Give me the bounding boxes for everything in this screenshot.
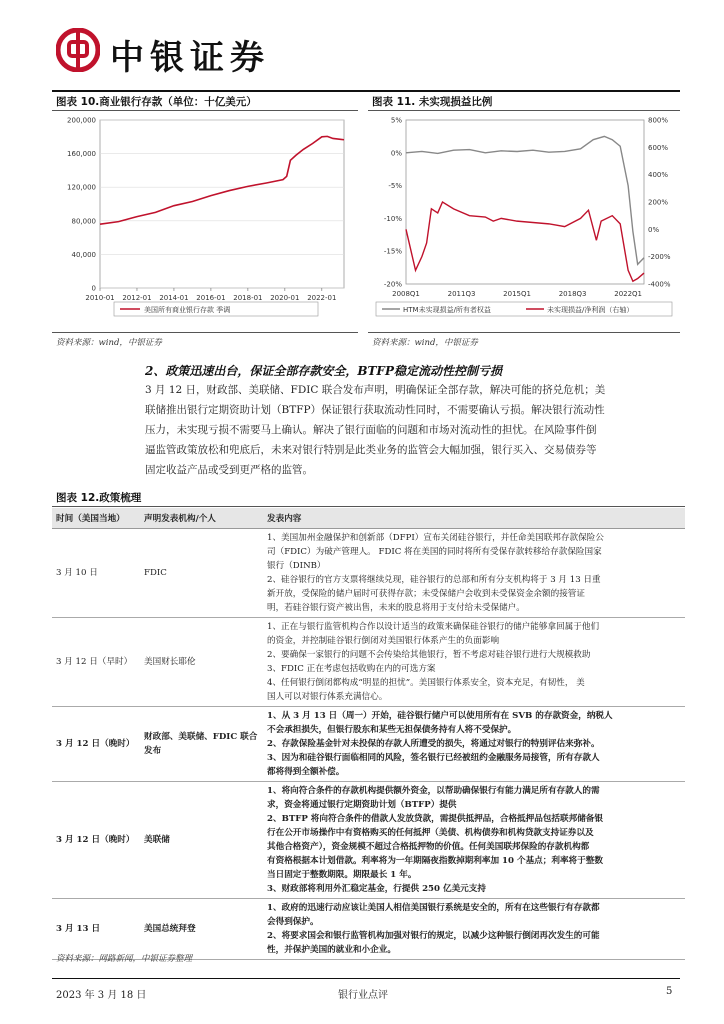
content-line: 行在公开市场操作中有资格购买的任何抵押（美债、机构债券和机构贷款支持证券以及: [267, 828, 594, 838]
content-line: 2、硅谷银行的官方支票将继续兑现，硅谷银行的总部和所有分支机构将于 3 月 13 日重: [267, 575, 601, 585]
row-org: 美国总统拜登: [140, 899, 263, 960]
content-line: 新开放，受保险的储户届时可获得存款；未受保储户会收到未受保资金余额的接管证: [267, 589, 585, 599]
figure11-source: 资料来源：wind，中银证券: [372, 338, 478, 348]
y-right-tick-label: 200%: [648, 198, 669, 207]
section-paragraph: [145, 380, 685, 480]
content-line: 会得到保护。: [267, 917, 319, 927]
htm-series-line: [406, 136, 644, 264]
content-line: 明，若硅谷银行资产被出售，未来的股息将用于支付给未受保储户。: [267, 603, 525, 613]
row-date: 3 月 10 日: [52, 529, 140, 618]
table-header-row: [52, 508, 685, 529]
content-line: 不会承担损失，但银行股东和某些无担保债务持有人将不受保护。: [267, 725, 517, 735]
y-tick-label: 120,000: [67, 183, 96, 192]
x-tick-label: 2022Q1: [614, 290, 643, 298]
header-content: 发表内容: [263, 508, 685, 529]
x-tick-label: 2022-01: [307, 294, 337, 302]
content-line: 2、BTFP 将向符合条件的借款人发放贷款，需提供抵押品，合格抵押品包括联邦储备银: [267, 814, 603, 824]
row-content: [263, 529, 685, 618]
table-row: [52, 899, 685, 960]
content-line: 求，资金将通过银行定期资助计划（BTFP）提供: [267, 800, 457, 810]
content-line: 1、将向符合条件的存款机构提供额外资金，以帮助确保银行有能力满足所有存款人的需: [267, 786, 600, 796]
figure11-bottom-rule: [368, 332, 680, 333]
x-tick-label: 2018Q3: [558, 290, 587, 298]
row-date: 3 月 12 日（早时）: [52, 618, 140, 707]
content-line: 1、美国加州金融保护和创新部（DFPI）宣布关闭硅谷银行，并任命美国联邦存款保险公: [267, 533, 604, 543]
table-row: [52, 782, 685, 899]
row-org: 财政部、美联储、FDIC 联合发布: [140, 707, 263, 782]
content-line: 2、存款保险基金针对未投保的存款人所遭受的损失，将通过对银行的特别评估来弥补。: [267, 739, 600, 749]
y-left-tick-label: 0%: [390, 149, 402, 158]
unrealized-loss-chart: [368, 112, 680, 330]
row-date: 3 月 13 日: [52, 899, 140, 960]
content-line: 银行（DINB）: [267, 561, 326, 571]
figure10-top-rule: [52, 110, 358, 111]
row-date: 3 月 12 日（晚时）: [52, 707, 140, 782]
content-line: 3、FDIC 正在考虑包括收购在内的可选方案: [267, 664, 436, 674]
row-content: [263, 618, 685, 707]
company-logo: [56, 28, 100, 72]
row-content: [263, 899, 685, 960]
y-right-tick-label: 800%: [648, 116, 669, 125]
content-line: 4、任何银行倒闭都构成“明显的担忧”。美国银行体系安全，资本充足，有韧性， 美: [267, 678, 585, 688]
y-right-tick-label: 400%: [648, 171, 669, 180]
figure10-title: 图表 10.商业银行存款（单位：十亿美元）: [56, 96, 257, 108]
x-tick-label: 2015Q1: [503, 290, 531, 298]
content-line: 2、将要求国会和银行监管机构加强对银行的规定，以减少这种银行倒闭再次发生的可能: [267, 931, 600, 941]
content-line: 当日固定于整数期限。期限最长 1 年。: [267, 870, 417, 880]
row-org: 美国财长耶伦: [140, 618, 263, 707]
figure10-source: 资料来源：wind，中银证券: [56, 338, 162, 348]
x-tick-label: 2020-01: [270, 294, 300, 302]
figure11-top-rule: [368, 110, 680, 111]
paragraph-line: 压力，未实现亏损不需要马上确认。解决了银行面临的问题和市场对流动性的担忧。在风险事件倒: [145, 424, 597, 436]
header-date: 时间（美国当地）: [52, 508, 140, 529]
x-tick-label: 2012-01: [122, 294, 152, 302]
content-line: 3、财政部将利用外汇稳定基金，行提供 250 亿美元支持: [267, 884, 486, 894]
legend-label-net-income: 未实现损益/净利润（右轴）: [547, 306, 634, 314]
content-line: 1、政府的迅速行动应该让美国人相信美国银行系统是安全的，所有在这些银行有存款都: [267, 903, 600, 913]
header-org: 声明发表机构/个人: [140, 508, 263, 529]
net-income-series-line: [406, 202, 644, 281]
y-tick-label: 0: [91, 284, 96, 293]
y-left-tick-label: 5%: [390, 116, 402, 125]
content-line: 1、从 3 月 13 日（周一）开始，硅谷银行储户可以使用所有在 SVB 的存款资金，纳税人: [267, 711, 613, 721]
page-number: 5: [666, 986, 673, 997]
policy-table: [52, 508, 685, 960]
y-left-tick-label: -15%: [383, 247, 402, 256]
paragraph-line: 固定收益产品或受到更严格的监管。: [145, 464, 313, 476]
row-org: 美联储: [140, 782, 263, 899]
header-rule: [52, 90, 680, 92]
paragraph-line: 联储推出银行定期资助计划（BTFP）保证银行获取流动性同时，不需要确认亏损。解决银行流动性: [145, 404, 605, 416]
y-right-tick-label: 0%: [648, 225, 660, 234]
legend-label-htm: HTM未实现损益/所有者权益: [403, 306, 491, 314]
row-content: [263, 782, 685, 899]
y-tick-label: 80,000: [71, 217, 96, 226]
y-right-tick-label: 600%: [648, 143, 669, 152]
content-line: 都将得到全额补偿。: [267, 767, 345, 777]
content-line: 国人可以对银行体系充满信心。: [267, 692, 388, 702]
figure10-bottom-rule: [52, 332, 358, 333]
y-left-tick-label: -20%: [383, 280, 402, 289]
content-line: 3、因为和硅谷银行面临相同的风险，签名银行已经被纽约金融服务局接管，所有存款人: [267, 753, 600, 763]
row-date: 3 月 12 日（晚时）: [52, 782, 140, 899]
figure12-top-rule: [52, 506, 685, 507]
plot-area: [406, 120, 644, 284]
y-tick-label: 160,000: [67, 150, 96, 159]
y-left-tick-label: -5%: [388, 182, 402, 191]
x-tick-label: 2016-01: [196, 294, 226, 302]
y-tick-label: 200,000: [67, 116, 96, 125]
y-right-tick-label: -400%: [648, 280, 671, 289]
brand-name: 中银证券: [110, 38, 270, 78]
table-row: [52, 529, 685, 618]
deposits-series-line: [100, 136, 344, 224]
content-line: 1、正在与银行监管机构合作以设计适当的政策来确保硅谷银行的储户能够拿回属于他们: [267, 622, 600, 632]
x-tick-label: 2018-01: [233, 294, 263, 302]
y-right-tick-label: -200%: [648, 253, 671, 262]
x-tick-label: 2010-01: [85, 294, 115, 302]
content-line: 2、要确保一家银行的问题不会传染给其他银行，暂不考虑对硅谷银行进行大规模救助: [267, 650, 591, 660]
row-org: FDIC: [140, 529, 263, 618]
content-line: 的资金，并控制硅谷银行倒闭对美国银行体系产生的负面影响: [267, 636, 500, 646]
y-tick-label: 40,000: [71, 250, 96, 259]
deposits-chart: [52, 112, 358, 330]
paragraph-line: 3 月 12 日，财政部、美联储、FDIC 联合发布声明，明确保证全部存款，解决可能的挤兑危机；美: [145, 384, 606, 396]
x-tick-label: 2014-01: [159, 294, 189, 302]
figure12-source: 资料来源：网路新闻，中银证券整理: [56, 954, 193, 964]
table-row: [52, 707, 685, 782]
x-tick-label: 2011Q3: [447, 290, 476, 298]
figure12-title: 图表 12.政策梳理: [56, 492, 142, 504]
figure11-title: 图表 11. 未实现损益比例: [372, 96, 493, 108]
content-line: 其他合格资产），资金规模不超过合格抵押物的价值。任何美国联邦保险的存款机构都: [267, 842, 590, 852]
footer-date: 2023 年 3 月 18 日: [56, 990, 147, 1001]
y-left-tick-label: -10%: [383, 214, 402, 223]
x-tick-label: 2008Q1: [392, 290, 420, 298]
plot-area: [100, 120, 344, 288]
row-content: [263, 707, 685, 782]
content-line: 有资格根据本计划借款。利率将为一年期隔夜指数掉期利率加 10 个基点；利率将于整数: [267, 856, 603, 866]
content-line: 司（FDIC）为破产管理人。 FDIC 将在美国的同时将所有受保存款转移给存款保险国家: [267, 547, 602, 557]
content-line: 性，并保护美国的就业和小企业。: [267, 945, 396, 955]
table-row: [52, 618, 685, 707]
legend-label: 美国所有商业银行存款 季调: [144, 306, 231, 314]
paragraph-line: 逼监管政策放松和兜底后，未来对银行特别是此类业务的监管会大幅加强，银行买入、交易债券等: [145, 444, 597, 456]
section-heading: 2、政策迅速出台，保证全部存款安全，BTFP稳定流动性控制亏损: [145, 364, 502, 378]
footer-report-type: 银行业点评: [338, 990, 388, 1001]
footer-rule: [52, 978, 680, 979]
